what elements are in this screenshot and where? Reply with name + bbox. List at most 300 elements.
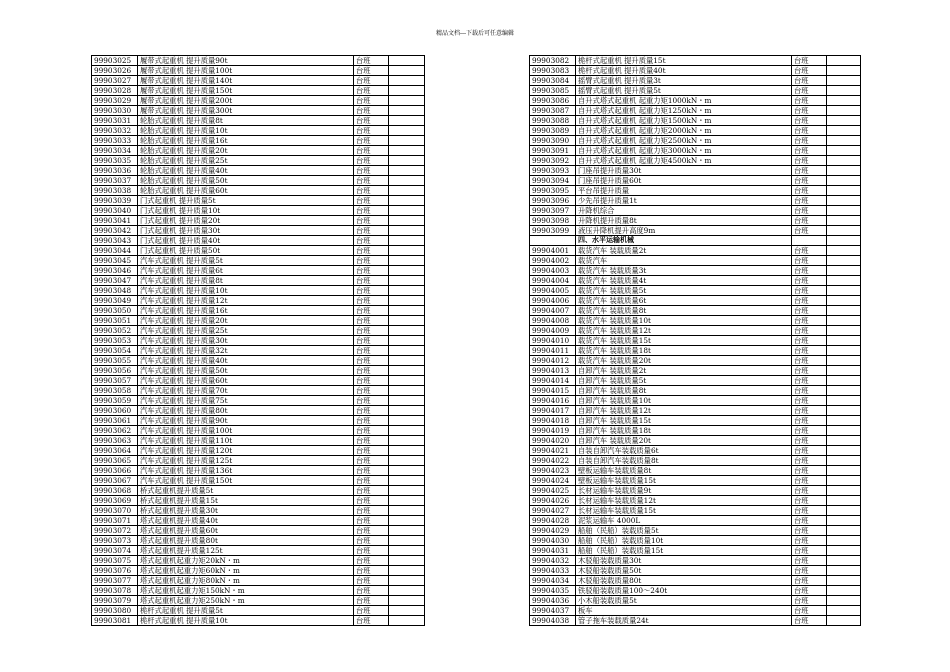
item-name: 轮胎式起重机 提升质量50t [138, 176, 354, 186]
item-unit: 台班 [354, 136, 389, 146]
item-unit: 台班 [792, 496, 827, 506]
empty-cell [827, 526, 861, 536]
table-row [92, 186, 425, 196]
item-unit: 台班 [354, 456, 389, 466]
item-name: 履带式起重机 提升质量300t [138, 106, 354, 116]
table-row [530, 146, 861, 156]
item-name: 汽车式起重机 提升质量90t [138, 416, 354, 426]
item-code: 99903040 [92, 206, 138, 216]
empty-cell [389, 66, 425, 76]
item-code: 99903076 [92, 566, 138, 576]
empty-cell [827, 436, 861, 446]
item-code: 99903070 [92, 506, 138, 516]
table-row [92, 116, 425, 126]
table-row [92, 156, 425, 166]
table-row [530, 356, 861, 366]
item-code: 99904002 [530, 256, 576, 266]
item-code: 99904001 [530, 246, 576, 256]
table-row [92, 86, 425, 96]
table-row [92, 536, 425, 546]
item-code: 99903059 [92, 396, 138, 406]
item-name: 泥浆运输车 4000L [576, 516, 792, 526]
table-row [92, 206, 425, 216]
item-name: 履带式起重机 提升质量90t [138, 56, 354, 66]
item-code: 99903054 [92, 346, 138, 356]
table-row [92, 336, 425, 346]
table-row [92, 606, 425, 616]
item-name: 轮胎式起重机 提升质量8t [138, 116, 354, 126]
item-code: 99903077 [92, 576, 138, 586]
table-row [92, 126, 425, 136]
table-row [530, 416, 861, 426]
table-row [530, 346, 861, 356]
item-name: 自升式塔式起重机 起重力矩2500kN・m [576, 136, 792, 146]
item-name: 船舶（民船）装载质量10t [576, 536, 792, 546]
item-code: 99903029 [92, 96, 138, 106]
table-row [92, 526, 425, 536]
item-unit: 台班 [792, 316, 827, 326]
item-name: 自卸汽车 装载质量2t [576, 366, 792, 376]
item-code: 99903032 [92, 126, 138, 136]
item-code: 99903037 [92, 176, 138, 186]
empty-cell [389, 386, 425, 396]
item-name: 汽车式起重机 提升质量40t [138, 356, 354, 366]
item-code: 99904036 [530, 596, 576, 606]
item-code: 99903086 [530, 96, 576, 106]
empty-cell [827, 616, 861, 626]
item-code: 99904014 [530, 376, 576, 386]
table-row [530, 396, 861, 406]
item-unit: 台班 [354, 606, 389, 616]
table-row [92, 256, 425, 266]
item-unit: 台班 [354, 316, 389, 326]
empty-cell [389, 286, 425, 296]
empty-cell [389, 136, 425, 146]
item-code: 99903064 [92, 446, 138, 456]
item-code: 99903038 [92, 186, 138, 196]
item-unit: 台班 [792, 346, 827, 356]
item-code: 99904012 [530, 356, 576, 366]
item-code: 99903071 [92, 516, 138, 526]
table-row [92, 216, 425, 226]
item-code: 99904020 [530, 436, 576, 446]
item-name: 铁驳船装载质量100～240t [576, 586, 792, 596]
empty-cell [389, 206, 425, 216]
item-code: 99904034 [530, 576, 576, 586]
table-row [92, 176, 425, 186]
empty-cell [827, 136, 861, 146]
empty-cell [827, 476, 861, 486]
item-code: 99904022 [530, 456, 576, 466]
empty-cell [389, 246, 425, 256]
item-code: 99903093 [530, 166, 576, 176]
empty-cell [827, 416, 861, 426]
item-code: 99904025 [530, 486, 576, 496]
item-name: 桅杆式起重机 提升质量40t [576, 66, 792, 76]
table-row [530, 226, 861, 236]
empty-cell [389, 456, 425, 466]
empty-cell [827, 286, 861, 296]
empty-cell [827, 156, 861, 166]
table-row [530, 366, 861, 376]
table-row [530, 516, 861, 526]
table-row [530, 376, 861, 386]
table-row [92, 96, 425, 106]
table-row [530, 436, 861, 446]
item-code: 99904031 [530, 546, 576, 556]
item-code: 99904004 [530, 276, 576, 286]
item-name: 汽车式起重机 提升质量120t [138, 446, 354, 456]
item-code: 99903034 [92, 146, 138, 156]
table-row [92, 416, 425, 426]
item-unit: 台班 [354, 236, 389, 246]
item-code: 99903028 [92, 86, 138, 96]
right-table [529, 55, 861, 626]
item-code: 99903061 [92, 416, 138, 426]
empty-cell [827, 216, 861, 226]
table-row [92, 136, 425, 146]
empty-cell [389, 526, 425, 536]
table-row [530, 336, 861, 346]
item-code: 99903051 [92, 316, 138, 326]
item-unit: 台班 [792, 386, 827, 396]
item-code: 99903083 [530, 66, 576, 76]
item-unit: 台班 [792, 266, 827, 276]
item-unit: 台班 [792, 596, 827, 606]
empty-cell [827, 386, 861, 396]
table-row [92, 146, 425, 156]
item-code: 99903039 [92, 196, 138, 206]
item-code: 99903031 [92, 116, 138, 126]
item-unit: 台班 [792, 556, 827, 566]
item-name: 载货汽车 装载质量3t [576, 266, 792, 276]
item-unit: 台班 [354, 166, 389, 176]
item-unit: 台班 [354, 306, 389, 316]
item-code: 99903078 [92, 586, 138, 596]
item-name: 汽车式起重机 提升质量8t [138, 276, 354, 286]
table-row [530, 86, 861, 96]
item-unit: 台班 [792, 96, 827, 106]
empty-cell [827, 596, 861, 606]
empty-cell [827, 276, 861, 286]
item-name: 壁板运输车装载质量8t [576, 466, 792, 476]
item-unit: 台班 [354, 406, 389, 416]
empty-cell [389, 466, 425, 476]
item-name: 自卸汽车 装载质量18t [576, 426, 792, 436]
item-unit: 台班 [792, 106, 827, 116]
item-unit: 台班 [354, 426, 389, 436]
table-row [530, 576, 861, 586]
item-code: 99903096 [530, 196, 576, 206]
item-unit: 台班 [354, 376, 389, 386]
item-code: 99903088 [530, 116, 576, 126]
empty-cell [389, 186, 425, 196]
item-unit: 台班 [354, 206, 389, 216]
item-code [530, 236, 576, 246]
item-unit: 台班 [354, 156, 389, 166]
item-unit: 台班 [792, 186, 827, 196]
item-code: 99903057 [92, 376, 138, 386]
item-unit: 台班 [792, 456, 827, 466]
item-code: 99903092 [530, 156, 576, 166]
item-name: 桥式起重机提升质量30t [138, 506, 354, 516]
table-row [530, 456, 861, 466]
item-name: 液压升降机提升高度9m [576, 226, 792, 236]
item-unit: 台班 [354, 496, 389, 506]
item-code: 99904016 [530, 396, 576, 406]
item-code: 99903045 [92, 256, 138, 266]
table-row [530, 286, 861, 296]
item-name: 塔式起重机提升质量80t [138, 536, 354, 546]
item-code: 99904015 [530, 386, 576, 396]
item-unit: 台班 [792, 176, 827, 186]
empty-cell [389, 256, 425, 266]
item-code: 99903089 [530, 126, 576, 136]
empty-cell [389, 306, 425, 316]
item-name: 轮胎式起重机 提升质量20t [138, 146, 354, 156]
item-code: 99903050 [92, 306, 138, 316]
item-unit: 台班 [354, 586, 389, 596]
item-code: 99904006 [530, 296, 576, 306]
table-row [92, 286, 425, 296]
table-row [530, 76, 861, 86]
table-row [530, 116, 861, 126]
item-unit: 台班 [792, 526, 827, 536]
empty-cell [389, 406, 425, 416]
item-code: 99903056 [92, 366, 138, 376]
item-unit: 台班 [792, 196, 827, 206]
item-unit: 台班 [792, 436, 827, 446]
item-name: 汽车式起重机 提升质量75t [138, 396, 354, 406]
empty-cell [827, 396, 861, 406]
empty-cell [827, 196, 861, 206]
empty-cell [389, 96, 425, 106]
empty-cell [389, 556, 425, 566]
empty-cell [389, 56, 425, 66]
item-name: 汽车式起重机 提升质量25t [138, 326, 354, 336]
empty-cell [389, 116, 425, 126]
empty-cell [827, 376, 861, 386]
table-row [530, 546, 861, 556]
item-code: 99903047 [92, 276, 138, 286]
item-code: 99904035 [530, 586, 576, 596]
item-unit: 台班 [354, 326, 389, 336]
item-name: 载货汽车 装载质量6t [576, 296, 792, 306]
empty-cell [827, 516, 861, 526]
table-row [530, 156, 861, 166]
empty-cell [389, 196, 425, 206]
table-row [530, 246, 861, 256]
item-unit: 台班 [354, 536, 389, 546]
empty-cell [827, 456, 861, 466]
item-name: 汽车式起重机 提升质量12t [138, 296, 354, 306]
item-name: 升降机提升质量8t [576, 216, 792, 226]
empty-cell [827, 146, 861, 156]
table-row [92, 106, 425, 116]
item-name: 载货汽车 装载质量15t [576, 336, 792, 346]
empty-cell [389, 426, 425, 436]
item-unit: 台班 [792, 606, 827, 616]
item-unit: 台班 [354, 286, 389, 296]
item-unit: 台班 [354, 266, 389, 276]
item-name: 轮胎式起重机 提升质量60t [138, 186, 354, 196]
item-name: 轮胎式起重机 提升质量40t [138, 166, 354, 176]
table-row [92, 246, 425, 256]
item-unit: 台班 [792, 396, 827, 406]
item-code: 99903060 [92, 406, 138, 416]
empty-cell [389, 596, 425, 606]
table-row [92, 306, 425, 316]
item-code: 99904021 [530, 446, 576, 456]
item-name: 塔式起重机提升质量125t [138, 546, 354, 556]
item-code: 99903084 [530, 76, 576, 86]
item-unit: 台班 [354, 356, 389, 366]
item-unit: 台班 [354, 126, 389, 136]
empty-cell [389, 586, 425, 596]
item-name: 船舶（民船）装载质量15t [576, 546, 792, 556]
item-name: 自卸汽车 装载质量8t [576, 386, 792, 396]
item-unit: 台班 [792, 86, 827, 96]
item-name: 木驳船装载质量50t [576, 566, 792, 576]
empty-cell [389, 396, 425, 406]
table-row [530, 166, 861, 176]
item-code: 99903042 [92, 226, 138, 236]
table-row [530, 586, 861, 596]
table-row [92, 496, 425, 506]
table-row [92, 596, 425, 606]
item-name: 汽车式起重机 提升质量16t [138, 306, 354, 316]
table-row [530, 236, 861, 246]
item-unit: 台班 [354, 186, 389, 196]
item-name: 门座吊提升质量30t [576, 166, 792, 176]
item-name: 桅杆式起重机 提升质量15t [576, 56, 792, 66]
table-row [530, 466, 861, 476]
table-row [92, 486, 425, 496]
empty-cell [389, 126, 425, 136]
item-name: 汽车式起重机 提升质量50t [138, 366, 354, 376]
item-code: 99903074 [92, 546, 138, 556]
item-unit: 台班 [792, 76, 827, 86]
item-code: 99903087 [530, 106, 576, 116]
item-unit: 台班 [354, 146, 389, 156]
empty-cell [827, 96, 861, 106]
item-unit: 台班 [792, 356, 827, 366]
item-code: 99903095 [530, 186, 576, 196]
item-code: 99903046 [92, 266, 138, 276]
item-unit: 台班 [354, 106, 389, 116]
item-name: 载货汽车 装载质量18t [576, 346, 792, 356]
table-row [92, 446, 425, 456]
item-unit: 台班 [792, 226, 827, 236]
item-name: 桥式起重机提升质量5t [138, 486, 354, 496]
table-row [92, 356, 425, 366]
empty-cell [827, 336, 861, 346]
empty-cell [389, 446, 425, 456]
item-unit: 台班 [792, 586, 827, 596]
empty-cell [389, 76, 425, 86]
item-unit: 台班 [354, 466, 389, 476]
item-code: 99904018 [530, 416, 576, 426]
item-name: 塔式起重机起重力矩60kN・m [138, 566, 354, 576]
item-unit: 台班 [792, 66, 827, 76]
item-unit: 台班 [792, 376, 827, 386]
item-unit: 台班 [354, 596, 389, 606]
table-row [92, 276, 425, 286]
item-unit: 台班 [354, 576, 389, 586]
empty-cell [827, 106, 861, 116]
item-name: 塔式起重机起重力矩250kN・m [138, 596, 354, 606]
item-name: 门式起重机 提升质量10t [138, 206, 354, 216]
item-unit: 台班 [354, 76, 389, 86]
item-code: 99903075 [92, 556, 138, 566]
table-row [530, 596, 861, 606]
item-name: 轮胎式起重机 提升质量10t [138, 126, 354, 136]
table-row [92, 456, 425, 466]
left-table [91, 55, 425, 626]
item-unit: 台班 [354, 216, 389, 226]
item-name: 汽车式起重机 提升质量136t [138, 466, 354, 476]
item-name: 自卸汽车 装载质量20t [576, 436, 792, 446]
table-row [92, 406, 425, 416]
item-name: 船舶（民船）装载质量5t [576, 526, 792, 536]
table-row [530, 186, 861, 196]
item-name: 轮胎式起重机 提升质量16t [138, 136, 354, 146]
table-row [92, 346, 425, 356]
empty-cell [827, 426, 861, 436]
empty-cell [389, 366, 425, 376]
item-name: 载货汽车 装载质量12t [576, 326, 792, 336]
table-row [92, 396, 425, 406]
item-unit: 台班 [792, 276, 827, 286]
table-row [92, 316, 425, 326]
item-name: 桥式起重机提升质量15t [138, 496, 354, 506]
item-name: 自升式塔式起重机 起重力矩1500kN・m [576, 116, 792, 126]
empty-cell [827, 116, 861, 126]
item-code: 99903052 [92, 326, 138, 336]
item-code: 99903091 [530, 146, 576, 156]
empty-cell [389, 506, 425, 516]
item-code: 99904030 [530, 536, 576, 546]
item-code: 99903097 [530, 206, 576, 216]
item-name: 塔式起重机起重力矩150kN・m [138, 586, 354, 596]
table-row [530, 136, 861, 146]
item-unit: 台班 [354, 486, 389, 496]
item-name: 自升式塔式起重机 起重力矩3000kN・m [576, 146, 792, 156]
item-name: 壁板运输车装载质量15t [576, 476, 792, 486]
table-row [530, 606, 861, 616]
item-code: 99904033 [530, 566, 576, 576]
item-name: 履带式起重机 提升质量150t [138, 86, 354, 96]
item-code: 99904003 [530, 266, 576, 276]
empty-cell [389, 346, 425, 356]
item-unit: 台班 [792, 416, 827, 426]
empty-cell [389, 326, 425, 336]
empty-cell [827, 306, 861, 316]
item-name: 汽车式起重机 提升质量60t [138, 376, 354, 386]
item-name: 长材运输车装载质量15t [576, 506, 792, 516]
item-code: 99903033 [92, 136, 138, 146]
item-name: 木驳船装载质量80t [576, 576, 792, 586]
empty-cell [389, 356, 425, 366]
item-unit: 台班 [792, 466, 827, 476]
item-name: 汽车式起重机 提升质量125t [138, 456, 354, 466]
table-row [92, 66, 425, 76]
table-row [530, 486, 861, 496]
item-name: 载货汽车 装载质量4t [576, 276, 792, 286]
empty-cell [827, 466, 861, 476]
empty-cell [827, 496, 861, 506]
table-row [92, 506, 425, 516]
